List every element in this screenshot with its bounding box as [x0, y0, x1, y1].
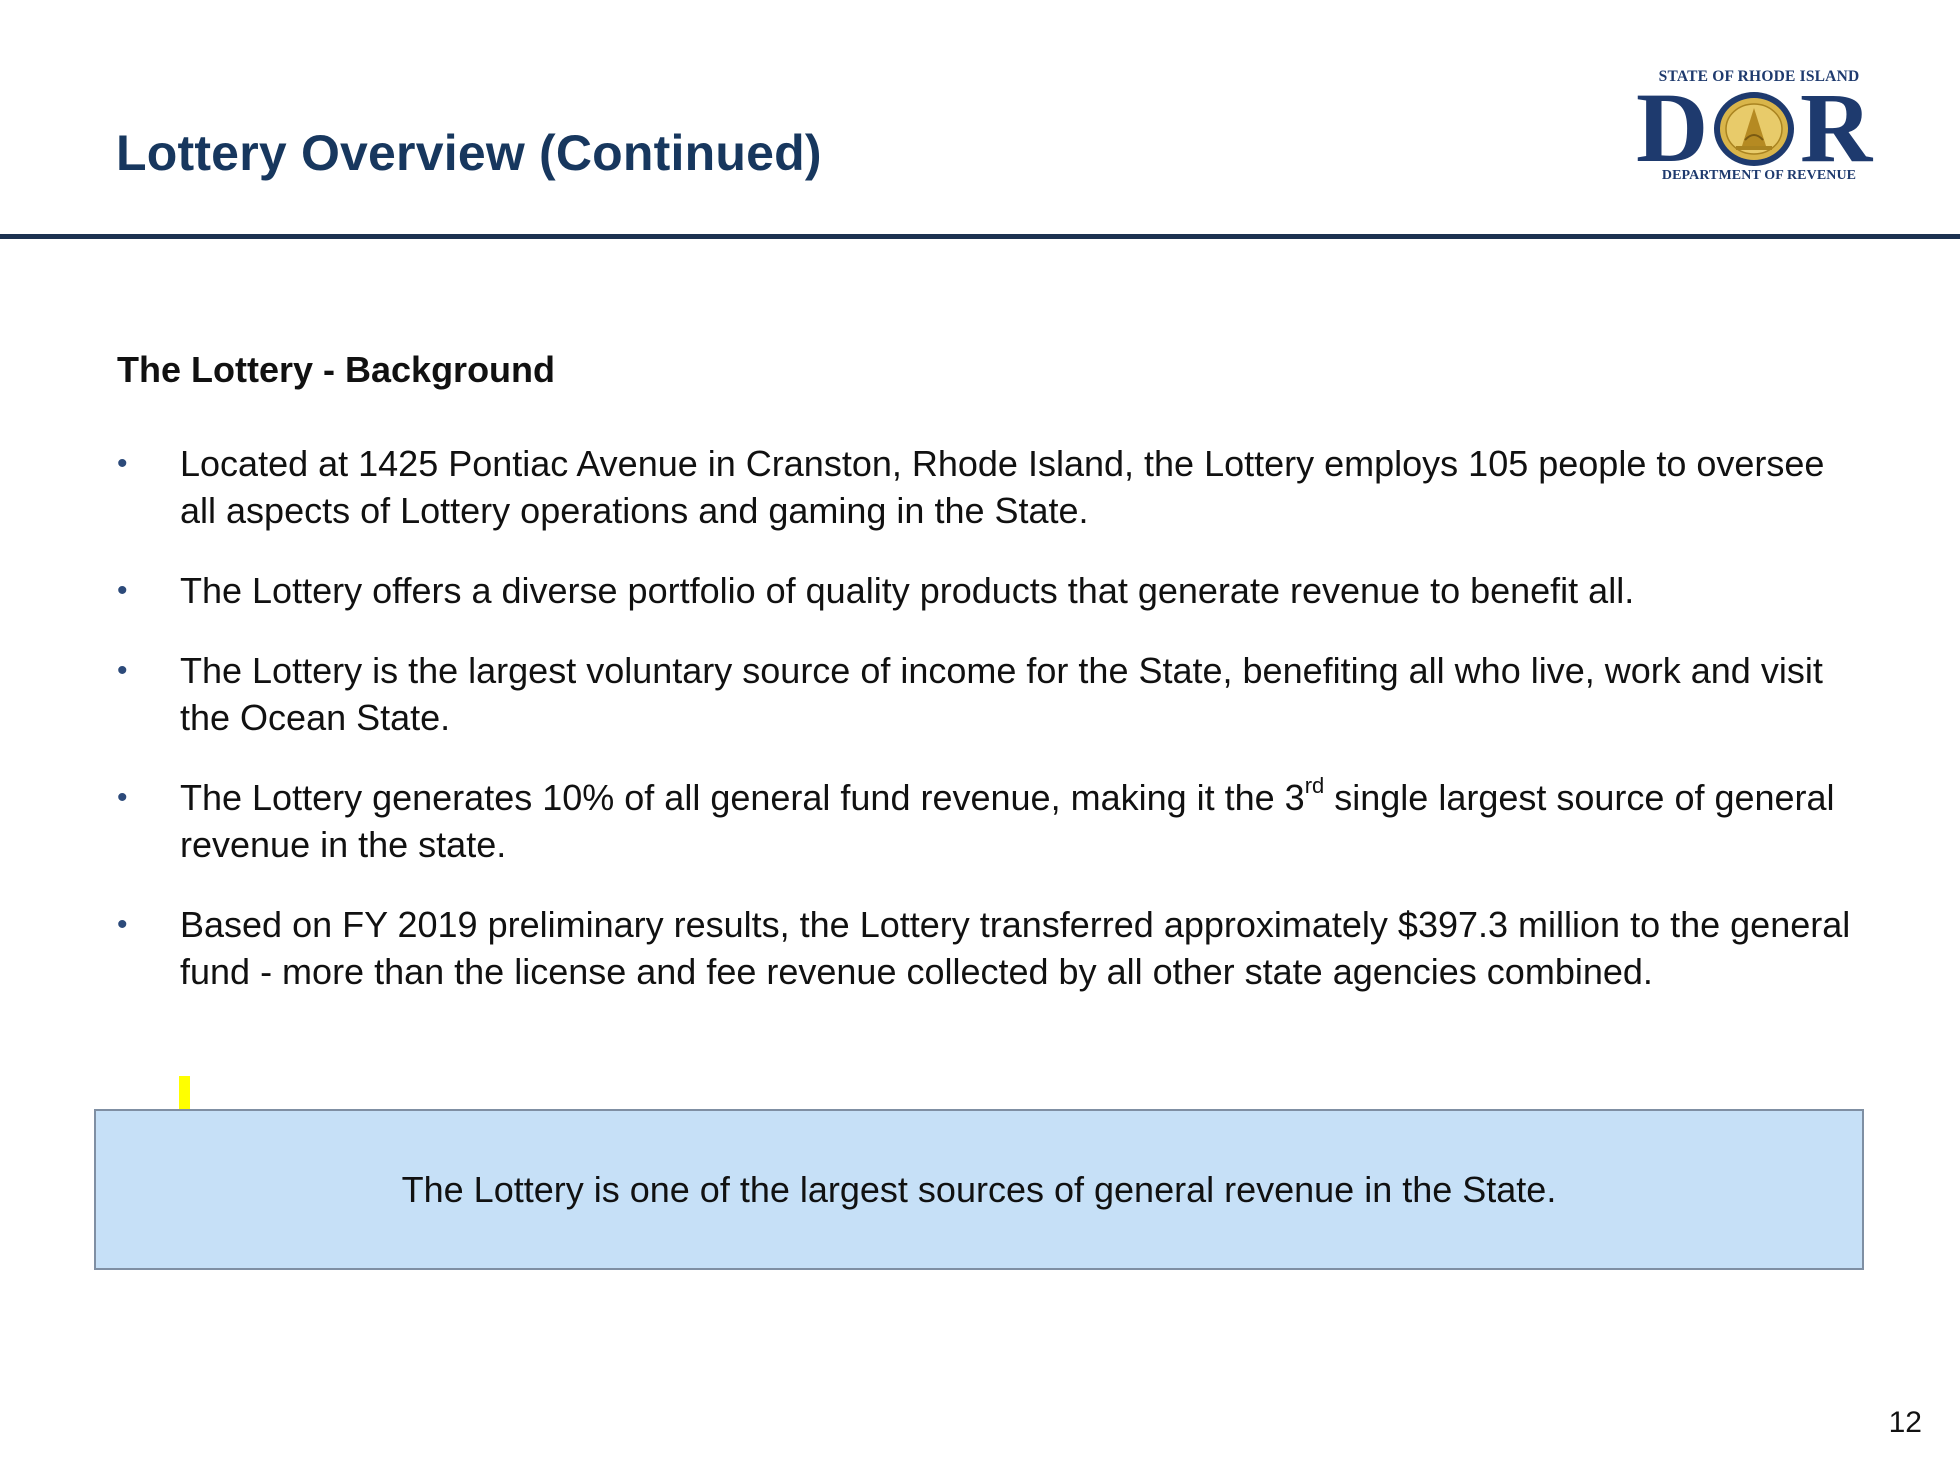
callout-text: The Lottery is one of the largest sources of general revenue in the State.: [401, 1169, 1557, 1210]
page-number: 12: [1888, 1406, 1922, 1439]
bullet-text: The Lottery offers a diverse portfolio of quality products that generate revenue to benefit all.: [180, 570, 1635, 611]
page-title: Lottery Overview (Continued): [116, 125, 822, 181]
header-divider: [0, 234, 1960, 239]
bullet-text-before: The Lottery generates 10% of all general fund revenue, making it the 3: [180, 777, 1305, 818]
bullet-dot-icon: •: [117, 447, 128, 480]
list-item: [117, 774, 1857, 868]
bullet-dot-icon: •: [117, 908, 128, 941]
bullet-text: Based on FY 2019 preliminary results, the Lottery transferred approximately $397.3 million to the general fund - more than the license and fee revenue collected by all other state agencies combined.: [180, 904, 1851, 992]
dor-logo: [1630, 58, 1888, 204]
section-heading: The Lottery - Background: [117, 349, 556, 390]
bullet-dot-icon: •: [117, 781, 128, 814]
logo-department-text: DEPARTMENT OF REVENUE: [1661, 168, 1857, 183]
logo-state-text: STATE OF RHODE ISLAND: [1658, 68, 1860, 85]
bullet-dot-icon: •: [117, 654, 128, 687]
bullet-text-after: single largest source of general revenue in the state.: [180, 777, 1835, 865]
list-item: [117, 567, 1857, 614]
callout-box: [94, 1109, 1864, 1270]
bullet-list: [117, 440, 1857, 995]
list-item: [117, 647, 1857, 741]
logo-letter-r: R: [1800, 72, 1873, 183]
bullet-text: The Lottery is the largest voluntary source of income for the State, benefiting all who live, work and visit the Ocean State.: [180, 650, 1823, 738]
state-seal-icon: [1712, 90, 1796, 168]
logo-letter-d: D: [1636, 72, 1709, 183]
list-item: [117, 901, 1857, 995]
bullet-text: Located at 1425 Pontiac Avenue in Cranston, Rhode Island, the Lottery employs 105 people to oversee all aspects of Lottery operations and gaming in the State.: [180, 443, 1825, 531]
highlight-mark: [179, 1076, 190, 1109]
bullet-dot-icon: •: [117, 574, 128, 607]
list-item: [117, 440, 1857, 534]
ordinal-superscript: rd: [1304, 773, 1325, 798]
